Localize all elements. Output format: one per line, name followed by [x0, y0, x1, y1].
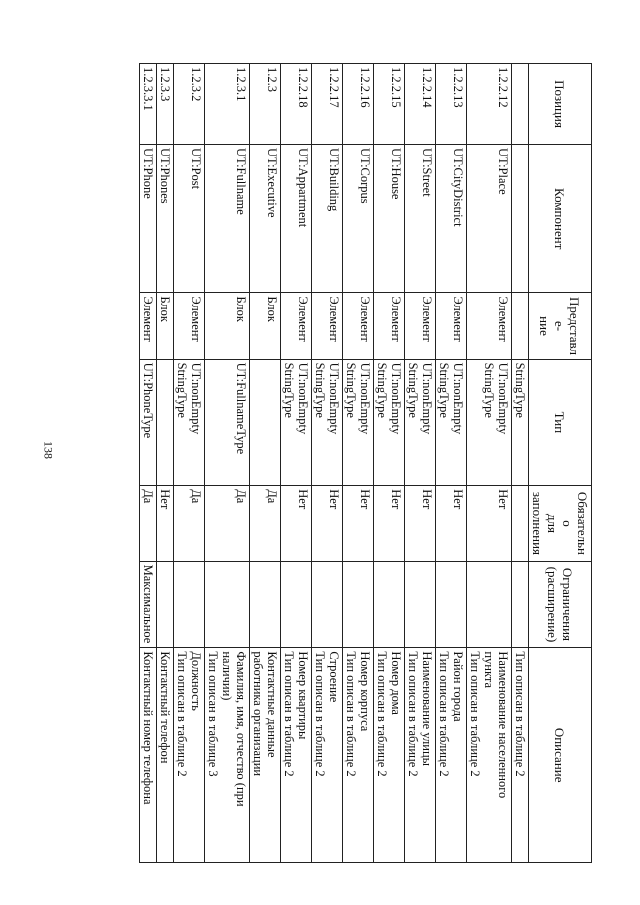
cell-representation [512, 293, 529, 359]
cell-required: Нет [281, 486, 312, 561]
header-position: Позиция [529, 64, 592, 145]
cell-component: UT:Phone [140, 145, 157, 293]
cell-position: 1.2.2.15 [374, 64, 405, 145]
cell-restrictions [250, 561, 281, 648]
cell-component [512, 145, 529, 293]
header-required: Обязательно для заполнения [529, 486, 592, 561]
cell-type: UT:PhoneType [140, 359, 157, 486]
cell-type [157, 359, 174, 486]
cell-type: UT:nonEmpty StringType [467, 359, 512, 486]
cell-required: Да [205, 486, 250, 561]
table-row [467, 64, 512, 863]
table-row [343, 64, 374, 863]
header-description: Описание [529, 648, 592, 863]
cell-description: Тип описан в таблице 2 [512, 648, 529, 863]
cell-required: Да [250, 486, 281, 561]
cell-description: Наименование населенного пункта Тип описан в таблице 2 [467, 648, 512, 863]
cell-position: 1.2.2.18 [281, 64, 312, 145]
cell-representation: Элемент [312, 293, 343, 359]
table-row [157, 64, 174, 863]
cell-description: Наименование улицы Тип описан в таблице 2 [405, 648, 436, 863]
table-row [250, 64, 281, 863]
cell-required: Да [174, 486, 205, 561]
cell-type: StringType [512, 359, 529, 486]
cell-required: Нет [405, 486, 436, 561]
cell-restrictions [374, 561, 405, 648]
table-row [512, 64, 529, 863]
cell-component: UT:CityDistrict [436, 145, 467, 293]
cell-required: Нет [312, 486, 343, 561]
header-component: Компонент [529, 145, 592, 293]
cell-required: Нет [467, 486, 512, 561]
cell-restrictions [405, 561, 436, 648]
cell-representation: Блок [250, 293, 281, 359]
cell-representation: Элемент [343, 293, 374, 359]
cell-position: 1.2.2.12 [467, 64, 512, 145]
cell-position: 1.2.2.13 [436, 64, 467, 145]
table-header-row [529, 64, 592, 863]
table-row [436, 64, 467, 863]
cell-restrictions [205, 561, 250, 648]
cell-required: Нет [374, 486, 405, 561]
cell-component: UT:Phones [157, 145, 174, 293]
header-restrictions: Ограничения (расширение) [529, 561, 592, 648]
cell-restrictions [312, 561, 343, 648]
cell-position: 1.2.3.1 [205, 64, 250, 145]
rotated-table-container [82, 63, 592, 863]
cell-required [512, 486, 529, 561]
cell-restrictions [343, 561, 374, 648]
cell-component: UT:Street [405, 145, 436, 293]
cell-component: UT:House [374, 145, 405, 293]
table-row [374, 64, 405, 863]
cell-component: UT:Corpus [343, 145, 374, 293]
cell-type [250, 359, 281, 486]
cell-required: Да [140, 486, 157, 561]
cell-component: UT:Post [174, 145, 205, 293]
cell-type: UT:FullnameType [205, 359, 250, 486]
table-row [312, 64, 343, 863]
cell-restrictions [512, 561, 529, 648]
table-row [174, 64, 205, 863]
cell-type: UT:nonEmpty StringType [405, 359, 436, 486]
cell-description: Номер корпуса Тип описан в таблице 2 [343, 648, 374, 863]
cell-position: 1.2.3 [250, 64, 281, 145]
cell-required: Нет [436, 486, 467, 561]
header-type: Тип [529, 359, 592, 486]
cell-position: 1.2.3.3 [157, 64, 174, 145]
cell-restrictions: Максимальное [140, 561, 157, 648]
cell-representation: Элемент [281, 293, 312, 359]
cell-component: UT:Appartment [281, 145, 312, 293]
cell-description: Номер дома Тип описан в таблице 2 [374, 648, 405, 863]
cell-representation: Элемент [374, 293, 405, 359]
cell-representation: Элемент [467, 293, 512, 359]
cell-description: Должность Тип описан в таблице 2 [174, 648, 205, 863]
cell-description: Контактные данные работника организации [250, 648, 281, 863]
page-number: 138 [41, 441, 56, 459]
cell-component: UT:Executive [250, 145, 281, 293]
table-row [140, 64, 157, 863]
cell-restrictions [436, 561, 467, 648]
cell-position: 1.2.3.3.1 [140, 64, 157, 145]
cell-restrictions [467, 561, 512, 648]
cell-type: UT:nonEmpty StringType [343, 359, 374, 486]
cell-type: UT:nonEmpty StringType [436, 359, 467, 486]
cell-restrictions [281, 561, 312, 648]
table-row [405, 64, 436, 863]
cell-component: UT:Building [312, 145, 343, 293]
cell-required: Нет [343, 486, 374, 561]
cell-description: Контактный телефон [157, 648, 174, 863]
cell-restrictions [174, 561, 205, 648]
cell-type: UT:nonEmpty StringType [281, 359, 312, 486]
cell-position: 1.2.2.14 [405, 64, 436, 145]
cell-component: UT:Fullname [205, 145, 250, 293]
cell-description: Район города Тип описан в таблице 2 [436, 648, 467, 863]
cell-representation: Элемент [174, 293, 205, 359]
cell-description: Контактный номер телефона [140, 648, 157, 863]
header-representation: Представле- ние [529, 293, 592, 359]
cell-type: UT:nonEmpty StringType [374, 359, 405, 486]
cell-type: UT:nonEmpty StringType [174, 359, 205, 486]
cell-description: Строение Тип описан в таблице 2 [312, 648, 343, 863]
cell-representation: Элемент [436, 293, 467, 359]
cell-restrictions [157, 561, 174, 648]
cell-position [512, 64, 529, 145]
cell-position: 1.2.2.16 [343, 64, 374, 145]
cell-representation: Элемент [405, 293, 436, 359]
cell-required: Нет [157, 486, 174, 561]
cell-description: Фамилия, имя, отчество (при наличии) Тип описан в таблице 3 [205, 648, 250, 863]
cell-component: UT:Place [467, 145, 512, 293]
table-row [281, 64, 312, 863]
cell-representation: Блок [205, 293, 250, 359]
cell-representation: Элемент [140, 293, 157, 359]
cell-type: UT:nonEmpty StringType [312, 359, 343, 486]
table-row [205, 64, 250, 863]
cell-position: 1.2.3.2 [174, 64, 205, 145]
cell-representation: Блок [157, 293, 174, 359]
cell-description: Номер квартиры Тип описан в таблице 2 [281, 648, 312, 863]
cell-position: 1.2.2.17 [312, 64, 343, 145]
specification-table [139, 63, 592, 863]
